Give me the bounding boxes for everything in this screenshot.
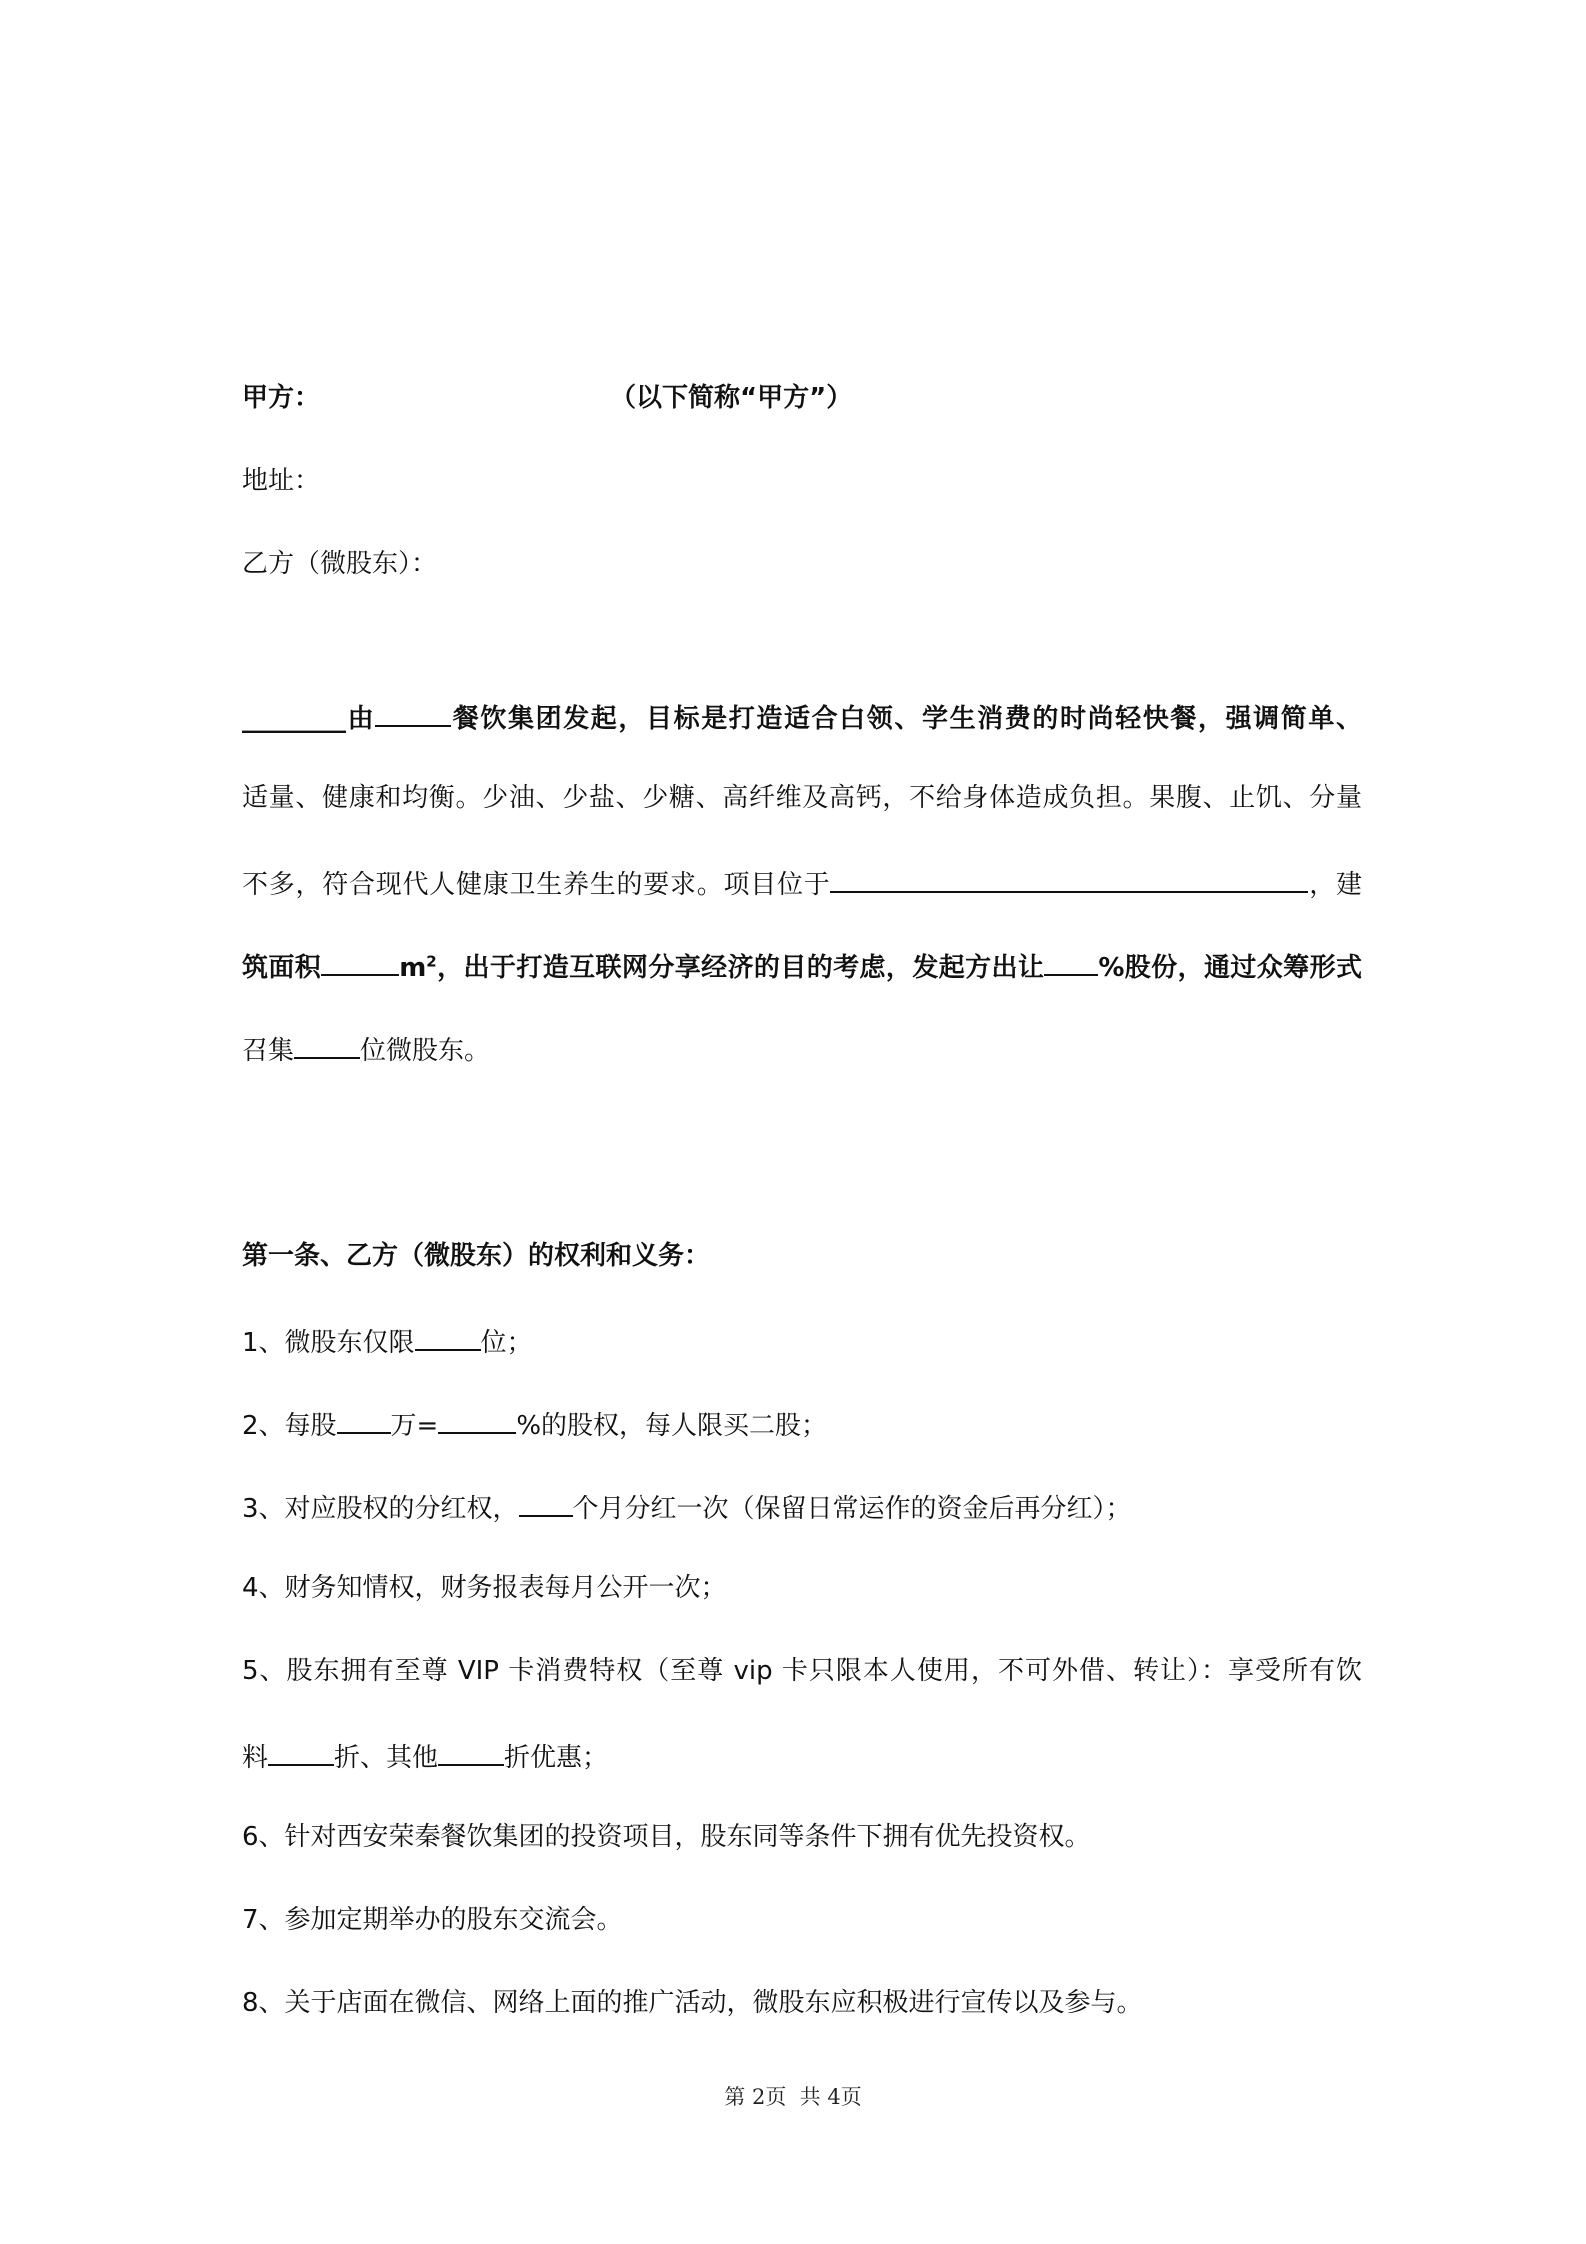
article-1-item-3: [242, 1485, 1362, 1529]
intro-text: ，出于打造互联网分享经济的目的考虑，发起方出让: [436, 953, 1045, 983]
area-unit-superscript: 2: [426, 952, 437, 971]
item-text: 1、微股东仅限: [242, 1328, 415, 1358]
item-text: 万=: [390, 1411, 439, 1441]
article-1-item-5-line-2: [242, 1734, 1362, 1778]
item-text: 个月分红一次（保留日常运作的资金后再分红）；: [572, 1494, 1132, 1524]
blank-line: [830, 861, 1308, 893]
item-text: 5、股东拥有至尊 VIP 卡消费特权（至尊 vip 卡只限本人使用，不可外借、转让）：享受所有饮: [242, 1656, 1362, 1686]
blank-line: [438, 1402, 516, 1434]
item-text: 7、参加定期举办的股东交流会。: [242, 1905, 623, 1935]
page-footer: [0, 2082, 1586, 2112]
intro-text: 召集: [242, 1036, 295, 1066]
item-text: 4、财务知情权，财务报表每月公开一次；: [242, 1573, 727, 1603]
item-text: 料: [242, 1743, 269, 1773]
item-text: 折、其他: [334, 1743, 439, 1773]
intro-line-2: [242, 778, 1362, 818]
intro-line-3: [242, 861, 1362, 905]
item-text: 位；: [480, 1328, 533, 1358]
item-text: 2、每股: [242, 1411, 337, 1441]
item-text: 折优惠；: [504, 1743, 609, 1773]
party-a-line: [242, 378, 1362, 418]
item-text: %的股权，每人限买二股；: [516, 1411, 828, 1441]
blank-line: [337, 1402, 391, 1434]
article-title-text: 第一条、乙方（微股东）的权利和义务：: [242, 1241, 711, 1271]
item-text: 6、针对西安荣秦餐饮集团的投资项目，股东同等条件下拥有优先投资权。: [242, 1822, 1091, 1852]
intro-text: 不多，符合现代人健康卫生养生的要求。项目位于: [242, 870, 831, 900]
blank-line: [415, 1319, 481, 1351]
intro-text: ，建: [1308, 870, 1362, 900]
address-line: [242, 461, 1362, 501]
intro-line-1: [242, 695, 1362, 739]
article-1-item-8: [242, 1983, 1362, 2023]
intro-text: 筑面积: [242, 953, 322, 983]
party-b-line: [242, 544, 1362, 584]
address-label: 地址：: [242, 466, 321, 496]
blank-line: [519, 1485, 573, 1517]
intro-text: 由: [346, 704, 376, 734]
article-1-item-1: [242, 1319, 1362, 1363]
intro-text: 位微股东。: [360, 1036, 491, 1066]
intro-line-4: [242, 944, 1362, 988]
article-1-item-4: [242, 1568, 1362, 1608]
article-1-item-5-line-1: [242, 1651, 1362, 1691]
blank-line: [294, 1027, 360, 1059]
area-unit: m: [399, 953, 427, 983]
blank-line: [1044, 944, 1098, 976]
party-a-label: 甲方：: [242, 383, 321, 413]
intro-text: %股份，通过众筹形式: [1098, 953, 1362, 983]
blank-line: [438, 1734, 504, 1766]
item-text: 3、对应股权的分红权，: [242, 1494, 519, 1524]
intro-text: 适量、健康和均衡。少油、少盐、少糖、高纤维及高钙，不给身体造成负担。果腹、止饥、分量: [242, 783, 1362, 813]
article-1-item-2: [242, 1402, 1362, 1446]
page-number-label: 第 2页 共 4页: [724, 2085, 862, 2109]
intro-line-5: [242, 1027, 1362, 1071]
article-1-title: [242, 1236, 1362, 1276]
intro-blank-text: ________: [242, 704, 346, 734]
intro-text: 餐饮集团发起，目标是打造适合白领、学生消费的时尚轻快餐，强调简单、: [451, 704, 1362, 734]
article-1-item-7: [242, 1900, 1362, 1940]
party-a-note: （以下简称“甲方”）: [610, 383, 853, 413]
blank-line: [375, 695, 451, 727]
party-b-label: 乙方（微股东）：: [242, 549, 438, 579]
article-1-item-6: [242, 1817, 1362, 1857]
item-text: 8、关于店面在微信、网络上面的推广活动，微股东应积极进行宣传以及参与。: [242, 1988, 1143, 2018]
blank-line: [268, 1734, 334, 1766]
blank-line: [321, 944, 399, 976]
